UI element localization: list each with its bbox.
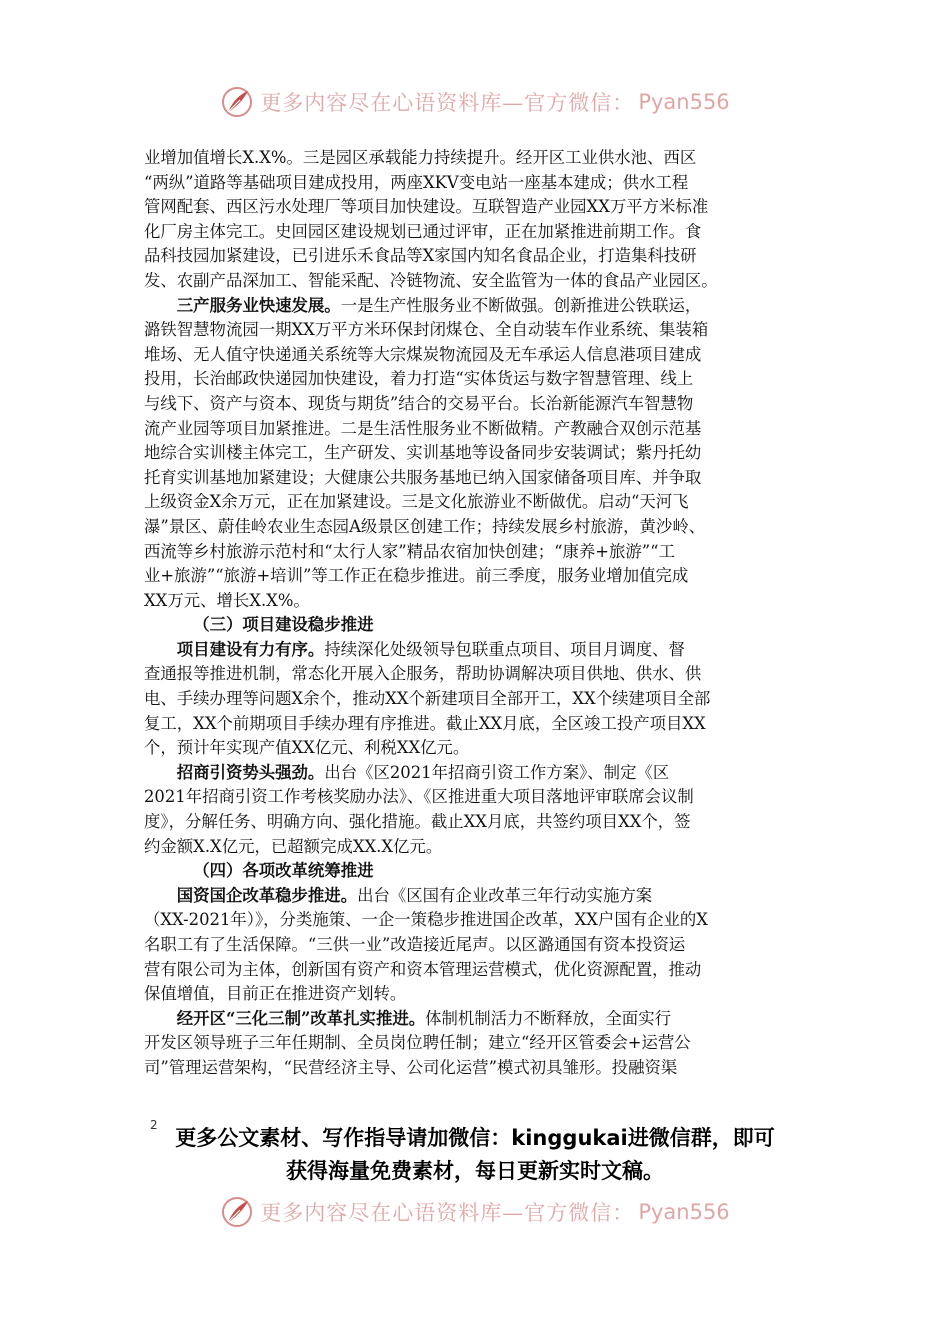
watermark-id: Pyan556 (638, 90, 730, 114)
section-heading: （三）项目建设稳步推进 (193, 615, 374, 635)
paragraph-services: 三产服务业快速发展。一是生产性服务业不断做强。创新推进公铁联运， 潞铁智慧物流园一期XX万平方米环保封闭煤仓、全自动装车作业系统、集装箱 堆场、无人值守快递通关系统等大宗煤炭物流园及无车承运人信息港项目建成 投用，长治邮政快递园加快建设，着力打造“实体货运与数字智慧管理、线上 与线下、资产与资本、现货与期货”结合的交易平台。长治新能源汽车智慧物 流产业园等项目加紧推进。二是生活性服务业不断做精。产教融合双创示范基 地综合实训楼主体完工，生产研发、实训基地等设备同步安装调试；紫丹托幼 托育实训基地加紧建设；大健康公共服务基地已纳入国家储备项目库、并争取 上级资金X余万元，正在加紧建设。三是文化旅游业不断做优。启动“天河飞 瀑”景区、蔚佳岭农业生态园A级景区创建工作；持续发展乡村旅游，黄沙岭、 西流等乡村旅游示范村和“太行人家”精品农宿加快创建；“康养+旅游”“工 业+旅游”“旅游+培训”等工作正在稳步推进。前三季度，服务业增加值完成 XX万元、增长X.X%。 (144, 295, 709, 610)
promo-notice (130, 1122, 820, 1188)
page-number: 2 (150, 1118, 158, 1132)
paragraph-lead: 经开区“三化三制”改革扎实推进。 (176, 1008, 426, 1028)
paragraph-zone-reform: 经开区“三化三制”改革扎实推进。体制机制活力不断释放，全面实行 开发区领导班子三年任期制、全员岗位聘任制；建立“经开区管委会+运营公 司”管理运营架构，“民营经济主导、公司化运营”模式初具雏形。投融资渠 (144, 1008, 691, 1077)
watermark-footer (0, 1192, 950, 1232)
watermark-header (0, 82, 950, 122)
document-body (144, 146, 804, 1081)
paragraph-lead: 三产服务业快速发展。 (176, 295, 341, 315)
paragraph-lead: 项目建设有力有序。 (176, 639, 325, 659)
paragraph-1: 业增加值增长X.X%。三是园区承载能力持续提升。经开区工业供水池、西区 “两纵”道路等基础项目建成投用，两座XKV变电站一座基本建成；供水工程 管网配套、西区污水处理厂等项目加快建设。互联智造产业园XX万平方米标准 化厂房主体完工。史回园区建设规划已通过评审，正在加紧推进前期工作。食 品科技园加紧建设，已引进乐禾食品等X家国内知名食品企业，打造集科技研 发、农副产品深加工、智能采配、冷链物流、安全监管为一体的食品产业园区。 (144, 148, 718, 290)
paragraph-investment: 招商引资势头强劲。出台《区2021年招商引资工作方案》、制定《区 2021年招商引资工作考核奖励办法》、《区推进重大项目落地评审联席会议制 度》，分解任务、明确方向、强化措施。截止XX月底，共签约项目XX个，签 约金额X.X亿元，已超额完成XX.X亿元。 (144, 762, 694, 856)
promo-line-1: 更多公文素材、写作指导请加微信：kinggukai进微信群，即可 (175, 1126, 775, 1150)
quill-logo-icon (220, 1195, 254, 1229)
paragraph-lead: 国资国企改革稳步推进。 (176, 885, 358, 905)
promo-line-2: 获得海量免费素材，每日更新实时文稿。 (286, 1159, 664, 1183)
quill-logo-icon (220, 85, 254, 119)
watermark-id: Pyan556 (638, 1200, 730, 1224)
watermark-text: 更多内容尽在心语资料库—官方微信： (260, 91, 635, 115)
paragraph-lead: 招商引资势头强劲。 (176, 762, 325, 782)
section-heading: （四）各项改革统筹推进 (193, 861, 374, 881)
watermark-text: 更多内容尽在心语资料库—官方微信： (260, 1201, 635, 1225)
paragraph-soe-reform: 国资国企改革稳步推进。出台《区国有企业改革三年行动实施方案 （XX-2021年）》，分类施策、一企一策稳步推进国企改革，XX户国有企业的X 名职工有了生活保障。“三供一业”改造接近尾声。以区潞通国有资本投资运 营有限公司为主体，创新国有资产和资本管理运营模式，优化资源配置，推动 保值增值，目前正在推进资产划转。 (144, 885, 708, 1004)
paragraph-projects: 项目建设有力有序。持续深化处级领导包联重点项目、项目月调度、督 查通报等推进机制，常态化开展入企服务，帮助协调解决项目供地、供水、供 电、手续办理等问题X余个，推动XX个新建项目全部开工，XX个续建项目全部 复工，XX个前期项目手续办理有序推进。截止XX月底，全区竣工投产项目XX 个，预计年实现产值XX亿元、利税XX亿元。 (144, 639, 711, 758)
